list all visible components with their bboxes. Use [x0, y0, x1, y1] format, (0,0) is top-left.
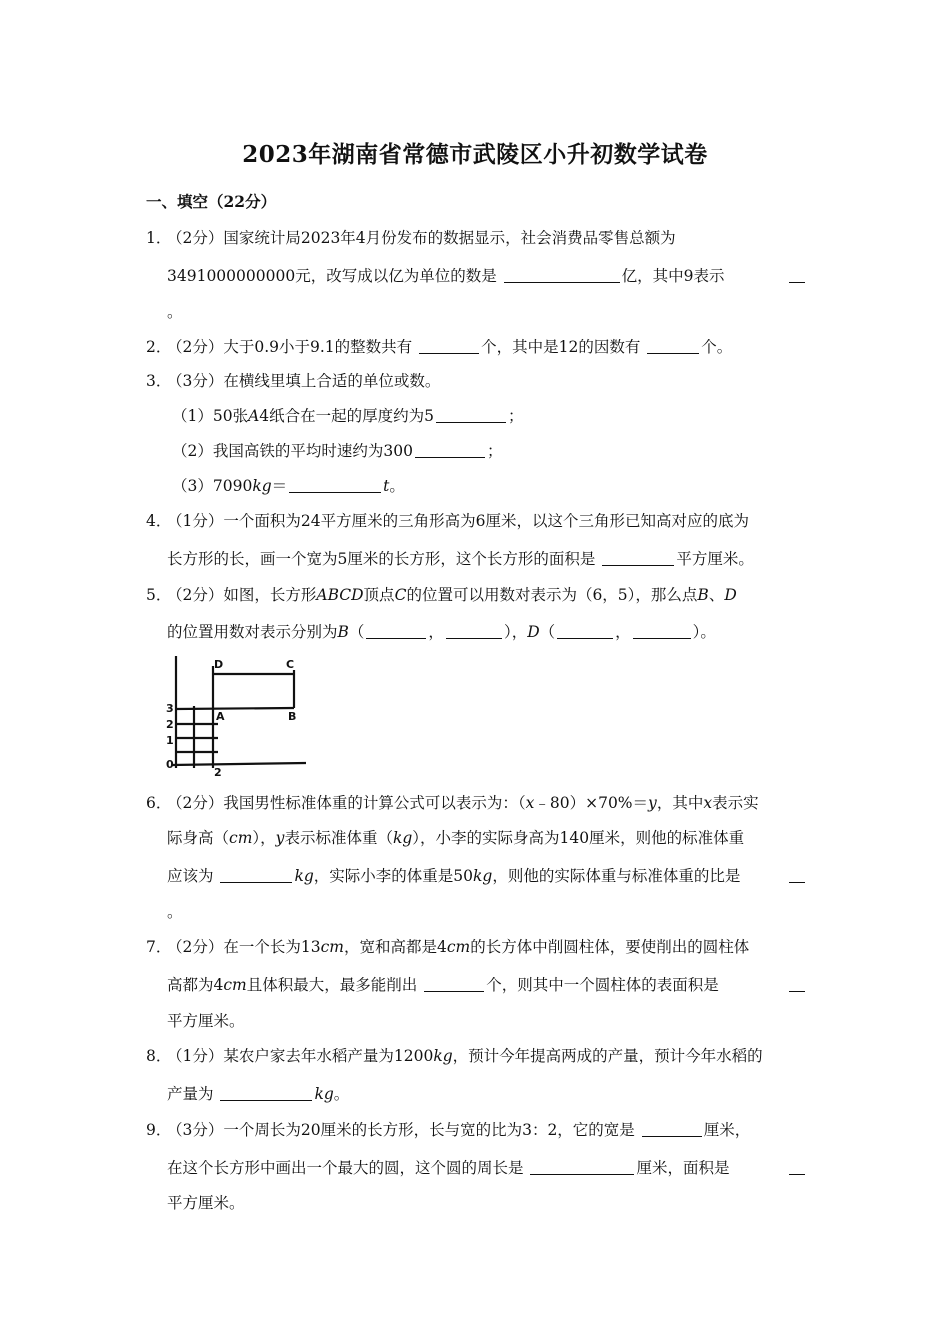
answer-blank[interactable] [789, 975, 805, 992]
question-6-line-1: （2分）我国男性标准体重的计算公式可以表示为：（x﹣80）×70%＝y，其中x表示实 [167, 794, 759, 812]
answer-blank[interactable] [647, 337, 699, 354]
answer-blank[interactable] [220, 866, 292, 883]
question-number: 2． [146, 338, 172, 356]
x-axis-line [172, 763, 306, 765]
answer-blank[interactable] [642, 1120, 702, 1137]
answer-blank[interactable] [419, 337, 479, 354]
question-7-line-1: （2分）在一个长为13cm，宽和高都是4cm的长方体中削圆柱体，要使削出的圆柱体 [167, 938, 750, 956]
question-6-line-4: 。 [167, 903, 183, 921]
question-8-line-2: 产量为 kg。 [167, 1085, 350, 1103]
label-point-a: A [216, 710, 225, 723]
x-tick-label: 2 [214, 766, 222, 778]
question-number: 8． [146, 1047, 172, 1065]
y-tick-label: 3 [166, 702, 174, 715]
coordinate-grid-figure [158, 648, 318, 778]
question-3-sub-2: （2）我国高铁的平均时速约为300 ； [172, 442, 503, 460]
answer-blank[interactable] [289, 476, 381, 493]
question-number: 9． [146, 1121, 172, 1139]
answer-blank[interactable] [789, 266, 805, 283]
question-9-line-2: 在这个长方形中画出一个最大的圆，这个圆的周长是 厘米，面积是 [167, 1158, 807, 1178]
question-4-line-1: （1分）一个面积为24平方厘米的三角形高为6厘米，以这个三角形已知高对应的底为 [167, 512, 749, 530]
answer-blank[interactable] [504, 266, 620, 283]
question-5-line-2: 的位置用数对表示分别为B（ ， ），D（ ， ）。 [167, 623, 716, 641]
answer-blank[interactable] [789, 866, 805, 883]
answer-blank[interactable] [446, 622, 502, 639]
y-tick-label: 1 [166, 734, 174, 747]
question-number: 6． [146, 794, 172, 812]
y-tick-label: 2 [166, 718, 174, 731]
question-number: 5． [146, 586, 172, 604]
question-1-line-1: （2分）国家统计局2023年4月份发布的数据显示，社会消费品零售总额为 [167, 229, 676, 247]
question-3-sub-3: （3）7090kg＝ t。 [172, 477, 405, 495]
question-5-line-1: （2分）如图，长方形ABCD顶点C的位置可以用数对表示为（6，5），那么点B、D [167, 586, 737, 604]
label-point-b: B [288, 710, 297, 723]
answer-blank[interactable] [424, 975, 484, 992]
question-6-line-2: 际身高（cm），y表示标准体重（kg），小李的实际身高为140厘米，则他的标准体重 [167, 829, 745, 847]
question-1-line-3: 。 [167, 303, 183, 321]
question-3-sub-1: （1）50张A4纸合在一起的厚度约为5 ； [172, 407, 524, 425]
answer-blank[interactable] [366, 622, 426, 639]
question-2-line-1: （2分）大于0.9小于9.1的整数共有 个，其中是12的因数有 个。 [167, 338, 733, 356]
answer-blank[interactable] [530, 1158, 634, 1175]
label-point-c: C [286, 658, 295, 671]
question-number: 1． [146, 229, 172, 247]
section-heading: 一、填空（22分） [146, 192, 277, 211]
answer-blank[interactable] [633, 622, 691, 639]
answer-blank[interactable] [557, 622, 613, 639]
answer-blank[interactable] [436, 406, 506, 423]
question-3-line-1: （3分）在横线里填上合适的单位或数。 [167, 372, 441, 390]
question-number: 7． [146, 938, 172, 956]
rectangle-bottom-side [176, 708, 294, 709]
question-7-line-3: 平方厘米。 [167, 1012, 245, 1030]
question-8-line-1: （1分）某农户家去年水稻产量为1200kg，预计今年提高两成的产量，预计今年水稻的 [167, 1047, 763, 1065]
page-title: 2023年湖南省常德市武陵区小升初数学试卷 [242, 141, 708, 168]
question-4-line-2: 长方形的长，画一个宽为5厘米的长方形，这个长方形的面积是 平方厘米。 [167, 550, 754, 568]
answer-blank[interactable] [602, 549, 674, 566]
question-number: 3． [146, 372, 172, 390]
question-number: 4． [146, 512, 172, 530]
question-6-line-3: 应该为 kg，实际小李的体重是50kg，则他的实际体重与标准体重的比是 [167, 866, 807, 886]
question-7-line-2: 高都为4cm且体积最大，最多能削出 个，则其中一个圆柱体的表面积是 [167, 975, 807, 995]
question-9-line-3: 平方厘米。 [167, 1194, 245, 1212]
label-point-d: D [214, 658, 224, 671]
answer-blank[interactable] [415, 441, 485, 458]
answer-blank[interactable] [220, 1084, 312, 1101]
question-1-line-2: 3491000000000元，改写成以亿为单位的数是 亿，其中9表示 [167, 266, 807, 286]
y-tick-label: 0 [166, 758, 174, 771]
question-9-line-1: （3分）一个周长为20厘米的长方形，长与宽的比为3：2，它的宽是 厘米， [167, 1121, 751, 1139]
answer-blank[interactable] [789, 1158, 805, 1175]
